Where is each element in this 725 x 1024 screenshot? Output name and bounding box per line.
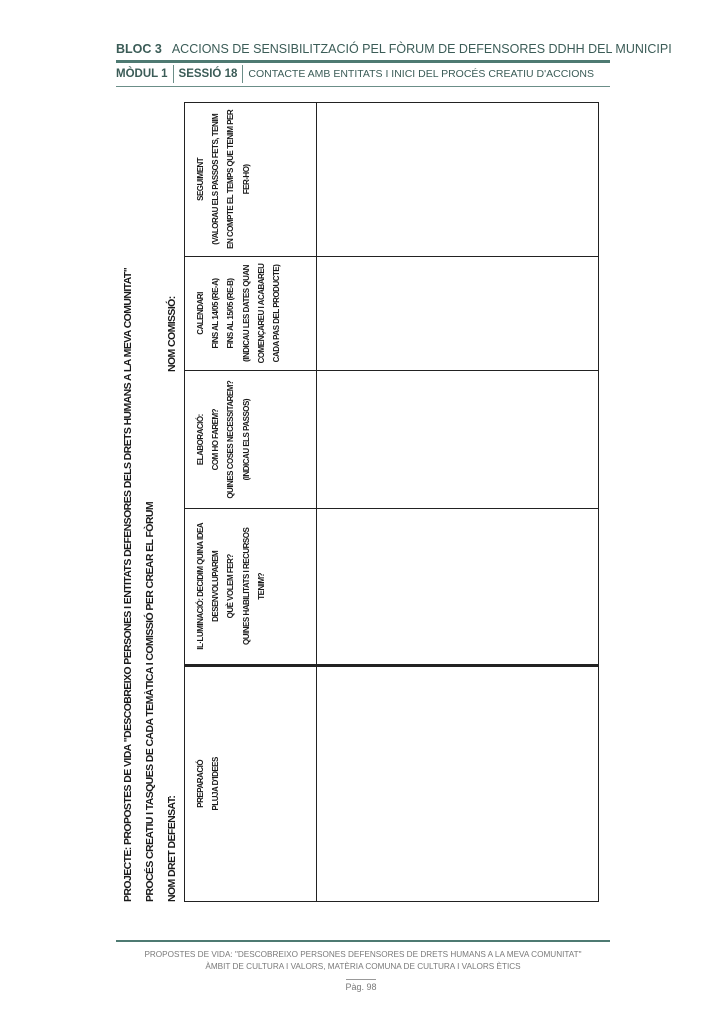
header-separator <box>173 65 174 83</box>
bloc-title: ACCIONS DE SENSIBILITZACIÓ PEL FÒRUM DE DEFENSORES DDHH DEL MUNICIPI <box>171 42 672 56</box>
rotated-worksheet <box>116 102 599 902</box>
page-number: Pàg. 98 <box>345 982 377 992</box>
blank-cell[interactable] <box>316 664 598 901</box>
col-title: CALENDARI <box>196 292 205 335</box>
page-number-rule <box>346 979 376 980</box>
sessio-title: CONTACTE AMB ENTITATS I INICI DEL PROCÉS CREATIU D'ACCIONS <box>248 68 594 80</box>
sessio-label: SESSIÓ 18 <box>178 68 238 80</box>
commission-label: NOM COMISSIÓ: <box>166 296 178 372</box>
planning-table <box>184 102 599 902</box>
table-blank-row <box>316 103 598 901</box>
col-il-luminacio <box>185 508 316 664</box>
col-text: FINS AL 14/05 (RE-A) <box>211 278 221 349</box>
footer-line-1: PROPOSTES DE VIDA: "DESCOBREIXO PERSONES DEFENSORES DE DRETS HUMANS A LA MEVA COMUNITAT" <box>144 950 582 959</box>
col-title: PREPARACIÓ <box>196 759 205 808</box>
header-rule-thin <box>116 86 610 87</box>
col-calendari <box>185 256 316 371</box>
col-title: IL·LUMINACIÓ: DECIDIM QUINA IDEA DESENVOLUPAREM <box>196 522 221 650</box>
footer-rule <box>116 940 610 942</box>
col-preparacio <box>185 664 316 901</box>
right-defended-label: NOM DRET DEFENSAT: <box>166 795 178 902</box>
bloc-label: BLOC 3 <box>116 42 162 56</box>
col-text: FINS AL 15/05 (RE-B) <box>226 278 236 349</box>
col-text: QUINES COSES NECESSITAREM? (INDICAU ELS PASSOS) <box>226 380 251 499</box>
table-header-row <box>185 103 317 901</box>
col-title: ELABORACIÓ: <box>196 414 205 466</box>
header-separator <box>242 65 243 83</box>
blank-cell[interactable] <box>316 370 598 508</box>
footer-line-2: ÀMBIT DE CULTURA I VALORS, MATÈRIA COMUNA DE CULTURA I VALORS ÈTICS <box>205 962 521 971</box>
project-line: PROJECTE: PROPOSTES DE VIDA "DESCOBREIXO PERSONES I ENTITATS DEFENSORES DELS DRETS HUMANS A LA MEVA COMUNITAT" <box>122 267 134 902</box>
header-bloc-line <box>116 38 672 60</box>
col-text: QUINES HABILITATS I RECURSOS TENIM? <box>241 527 266 645</box>
col-text: (VALORAU ELS PASSOS FETS, TENIM EN COMPTE EL TEMPS QUE TENIM PER FER-HO) <box>211 109 251 249</box>
blank-cell[interactable] <box>316 103 598 256</box>
col-seguiment <box>185 103 316 256</box>
col-text: QUÈ VOLEM FER? <box>226 554 236 619</box>
col-text: PLUJA D'IDEES <box>211 757 221 811</box>
header-module-line <box>116 64 610 84</box>
blank-cell[interactable] <box>316 256 598 371</box>
col-elaboracio <box>185 370 316 508</box>
blank-cell[interactable] <box>316 508 598 664</box>
col-text: COM HO FAREM? <box>211 408 221 471</box>
modul-label: MÒDUL 1 <box>116 68 168 80</box>
header-rule <box>116 60 610 63</box>
col-title: SEGUIMENT <box>196 157 205 201</box>
process-line: PROCÉS CREATIU I TASQUES DE CADA TEMÀTICA I COMISSIÓ PER CREAR EL FÒRUM <box>144 502 156 902</box>
col-text: (INDICAU LES DATES QUAN COMENÇAREU I ACABAREU CADA PAS DEL PRODUCTE) <box>241 263 281 364</box>
